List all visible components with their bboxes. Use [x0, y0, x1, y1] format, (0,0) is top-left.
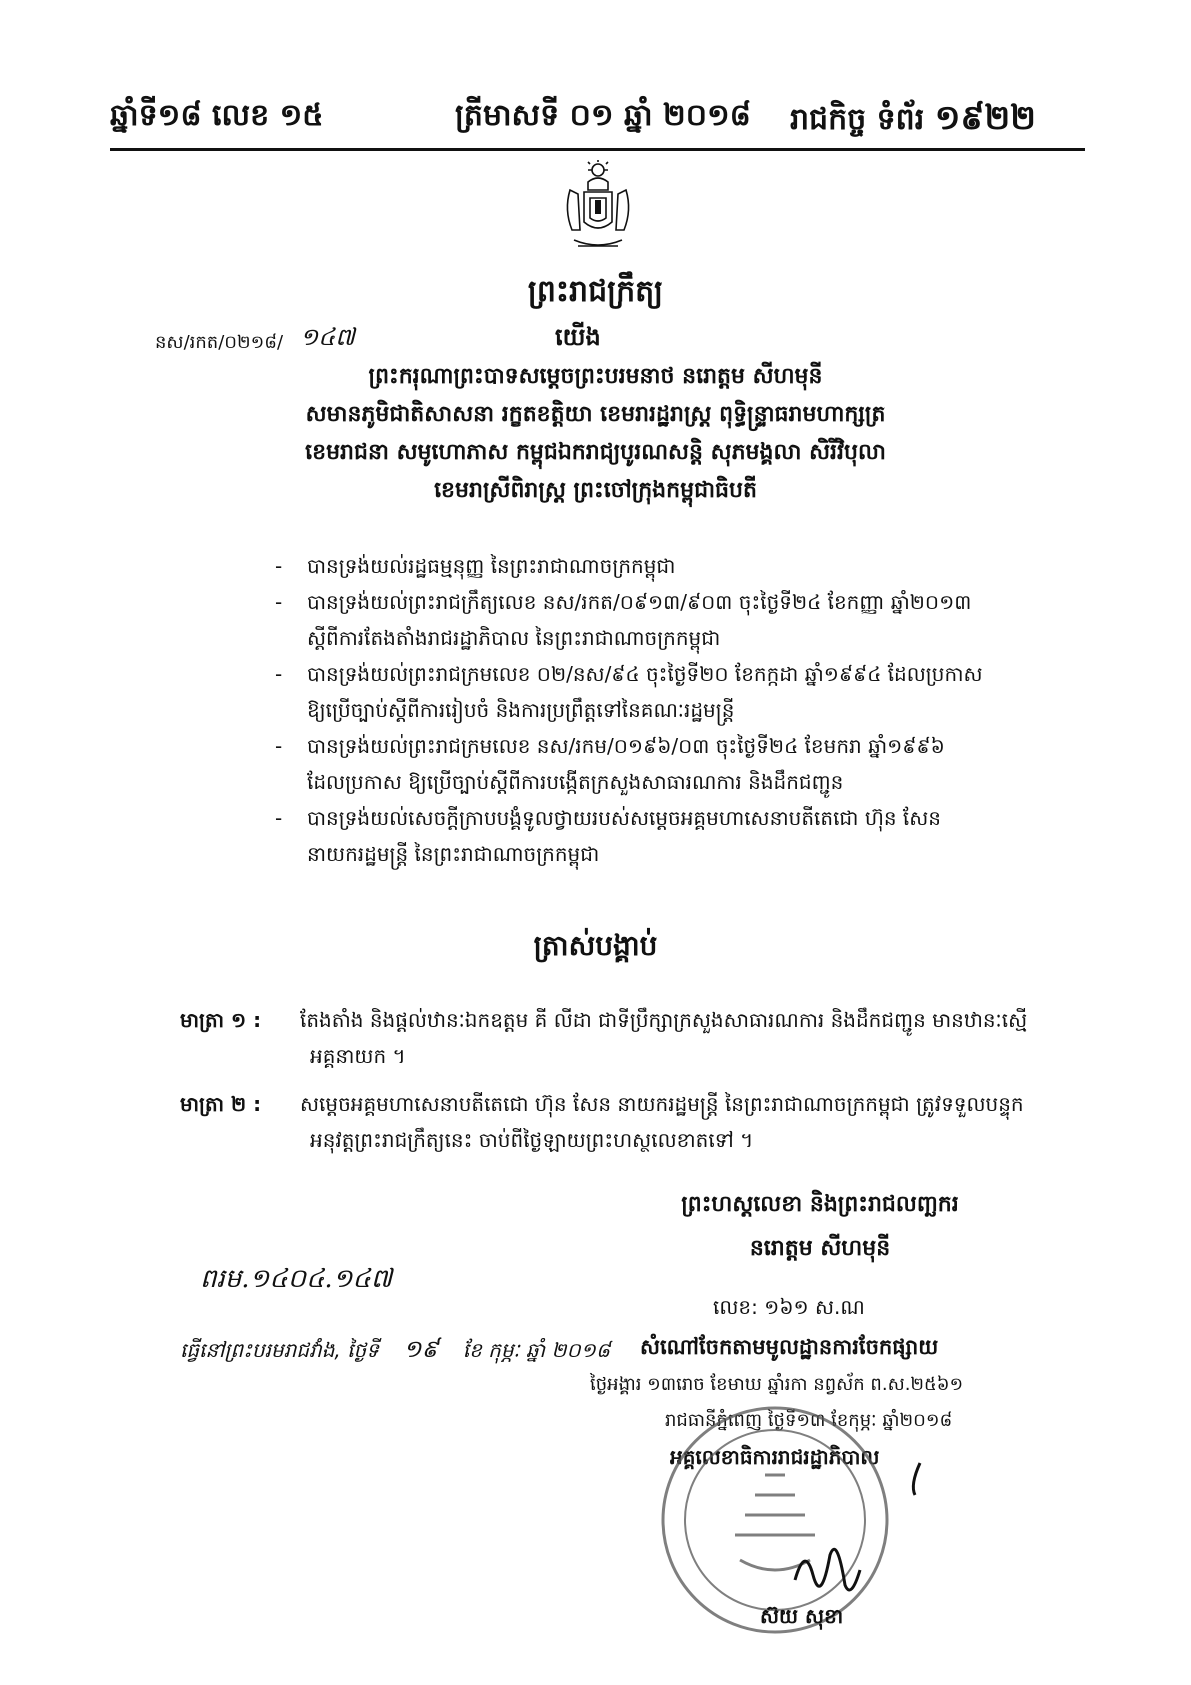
- king-title-line: ព្រះករុណាព្រះបាទសម្តេចព្រះបរមនាថ នរោត្តម សីហមុនី: [368, 364, 823, 389]
- date-day: ១៩: [403, 1335, 439, 1363]
- lunar-date: ថ្ងៃអង្គារ ១៣រោច ខែមាឃ ឆ្នាំរកា នព្វស័ក ព.ស.២៥៦១: [590, 1374, 964, 1395]
- certified-copy-label: សំណៅចែកតាមមូលដ្ឋានការចែកផ្សាយ: [640, 1335, 939, 1359]
- place-date: រាជធានីភ្នំពេញ ថ្ងៃទី១៣ ខែកុម្ភៈ ឆ្នាំ២០១៨: [665, 1410, 953, 1431]
- king-title-line: ខេមរាជនា សមូហោភាស កម្ពុជឯករាជ្យបូរណសន្តិ សុភមង្គលា សិរីវិបុលា: [305, 440, 886, 465]
- issue-date-line: [180, 1334, 610, 1369]
- article-text-cont: អនុវត្តព្រះរាជក្រឹត្យនេះ ចាប់ពីថ្ងៃឡាយព្រះហស្ថលេខាតទៅ ។: [310, 1128, 754, 1152]
- gazette-year-issue: ឆ្នាំទី១៨ លេខ ១៥: [110, 98, 324, 133]
- preamble-item: - បានទ្រង់យល់ព្រះរាជក្រមលេខ ០២/នស/៩៤ ចុះថ្ងៃទី២០ ខែកក្កដា ឆ្នាំ១៩៩៤ ដែលប្រកាស ឱ្យប្រើច្បាប់ស្តីពីការរៀបចំ និងការប្រព្រឹត្តទៅនៃគណៈរដ្ឋមន្ត្រី: [275, 662, 983, 722]
- preamble-item: - បានទ្រង់យល់ព្រះរាជក្រឹត្យលេខ នស/រកត/០៩១៣/៩០៣ ចុះថ្ងៃទី២៤ ខែកញ្ញា ឆ្នាំ២០១៣ ស្តីពីការតែងតាំងរាជរដ្ឋាភិបាល នៃព្រះរាជាណាចក្រកម្ពុជា: [275, 590, 972, 650]
- official-stamp-icon: [655, 1345, 985, 1645]
- article-text: សម្តេចអគ្គមហាសេនាបតីតេជោ ហ៊ុន សែន នាយករដ្ឋមន្ត្រី នៃព្រះរាជាណាចក្រកម្ពុជា ត្រូវទទួលបន្ទុក: [300, 1092, 1024, 1116]
- decree-heading: ត្រាស់បង្គាប់: [533, 929, 658, 962]
- secretariat-office: អគ្គលេខាធិការរាជរដ្ឋាភិបាល: [670, 1445, 880, 1469]
- preamble-item: - បានទ្រង់យល់រដ្ឋធម្មនុញ្ញ នៃព្រះរាជាណាចក្រកម្ពុជា: [275, 554, 676, 578]
- gazette-page-ref: [790, 96, 1036, 146]
- decree-ref-number: នស/រកត/០២១៨/: [155, 332, 284, 353]
- article-text: តែងតាំង និងផ្តល់ឋានៈឯកឧត្តម គី លីដា ជាទីប្រឹក្សាក្រសួងសាធារណការ និងដឹកជញ្ជូន មានឋានៈស្មើ: [300, 1008, 1028, 1032]
- royal-signature-line2: នរោត្តម សីហមុនី: [749, 1236, 891, 1261]
- certified-number: លេខ: ១៦១ ស.ណ: [713, 1295, 865, 1319]
- article-2: [180, 1086, 1080, 1158]
- date-prefix: ធ្វើនៅព្រះបរមរាជវាំង, ថ្ងៃទី: [180, 1338, 379, 1362]
- handwritten-registry-ref: ពរម.១៤០៤.១៤៧: [200, 1264, 393, 1294]
- signer-name: ស៊យ សុខា: [760, 1604, 844, 1628]
- article-label: មាត្រា ១ :: [180, 1008, 262, 1032]
- king-title-line: ខេមរាស្រីពិរាស្ត្រ ព្រះចៅក្រុងកម្ពុជាធិបតី: [434, 478, 757, 503]
- article-label: មាត្រា ២ :: [180, 1092, 262, 1116]
- gazette-page-label: រាជកិច្ច ទំព័រ: [790, 102, 925, 137]
- date-suffix: ខែ កុម្ភៈ ឆ្នាំ ២០១៨: [462, 1338, 610, 1362]
- gazette-page-number: ១៩២២: [934, 98, 1036, 138]
- preamble-list: [275, 548, 1065, 872]
- gazette-quarter: ត្រីមាសទី ០១ ឆ្នាំ ២០១៨: [455, 98, 751, 133]
- article-1: [180, 1002, 1080, 1074]
- decree-title: ព្រះរាជក្រឹត្យ: [527, 274, 664, 309]
- king-title-line: សមានភូមិជាតិសាសនា រក្ខតខត្តិយា ខេមរារដ្ឋរាស្ត្រ ពុទ្ធិន្ទ្រាធរាមហាក្សត្រ: [305, 402, 886, 427]
- preamble-item: - បានទ្រង់យល់សេចក្តីក្រាបបង្គំទូលថ្វាយរបស់សម្តេចអគ្គមហាសេនាបតីតេជោ ហ៊ុន សែន នាយករដ្ឋមន្ត្រី នៃព្រះរាជាណាចក្រកម្ពុជា: [275, 806, 942, 866]
- article-text-cont: អគ្គនាយក ។: [310, 1044, 406, 1068]
- royal-coat-of-arms-icon: [560, 160, 636, 260]
- header-divider: [110, 148, 1085, 151]
- decree-ref-handwritten: ១៤៧: [300, 323, 355, 351]
- yeung-heading: យើង: [555, 323, 601, 351]
- royal-signature-line1: ព្រះហស្តលេខា និងព្រះរាជលញ្ឆករ: [681, 1192, 959, 1217]
- preamble-item: - បានទ្រង់យល់ព្រះរាជក្រមលេខ នស/រកម/០១៩៦/០៣ ចុះថ្ងៃទី២៤ ខែមករា ឆ្នាំ១៩៩៦ ដែលប្រកាស ឱ្យប្រើច្បាប់ស្តីពីការបង្កើតក្រសួងសាធារណការ និងដឹកជញ្ជូន: [275, 734, 945, 794]
